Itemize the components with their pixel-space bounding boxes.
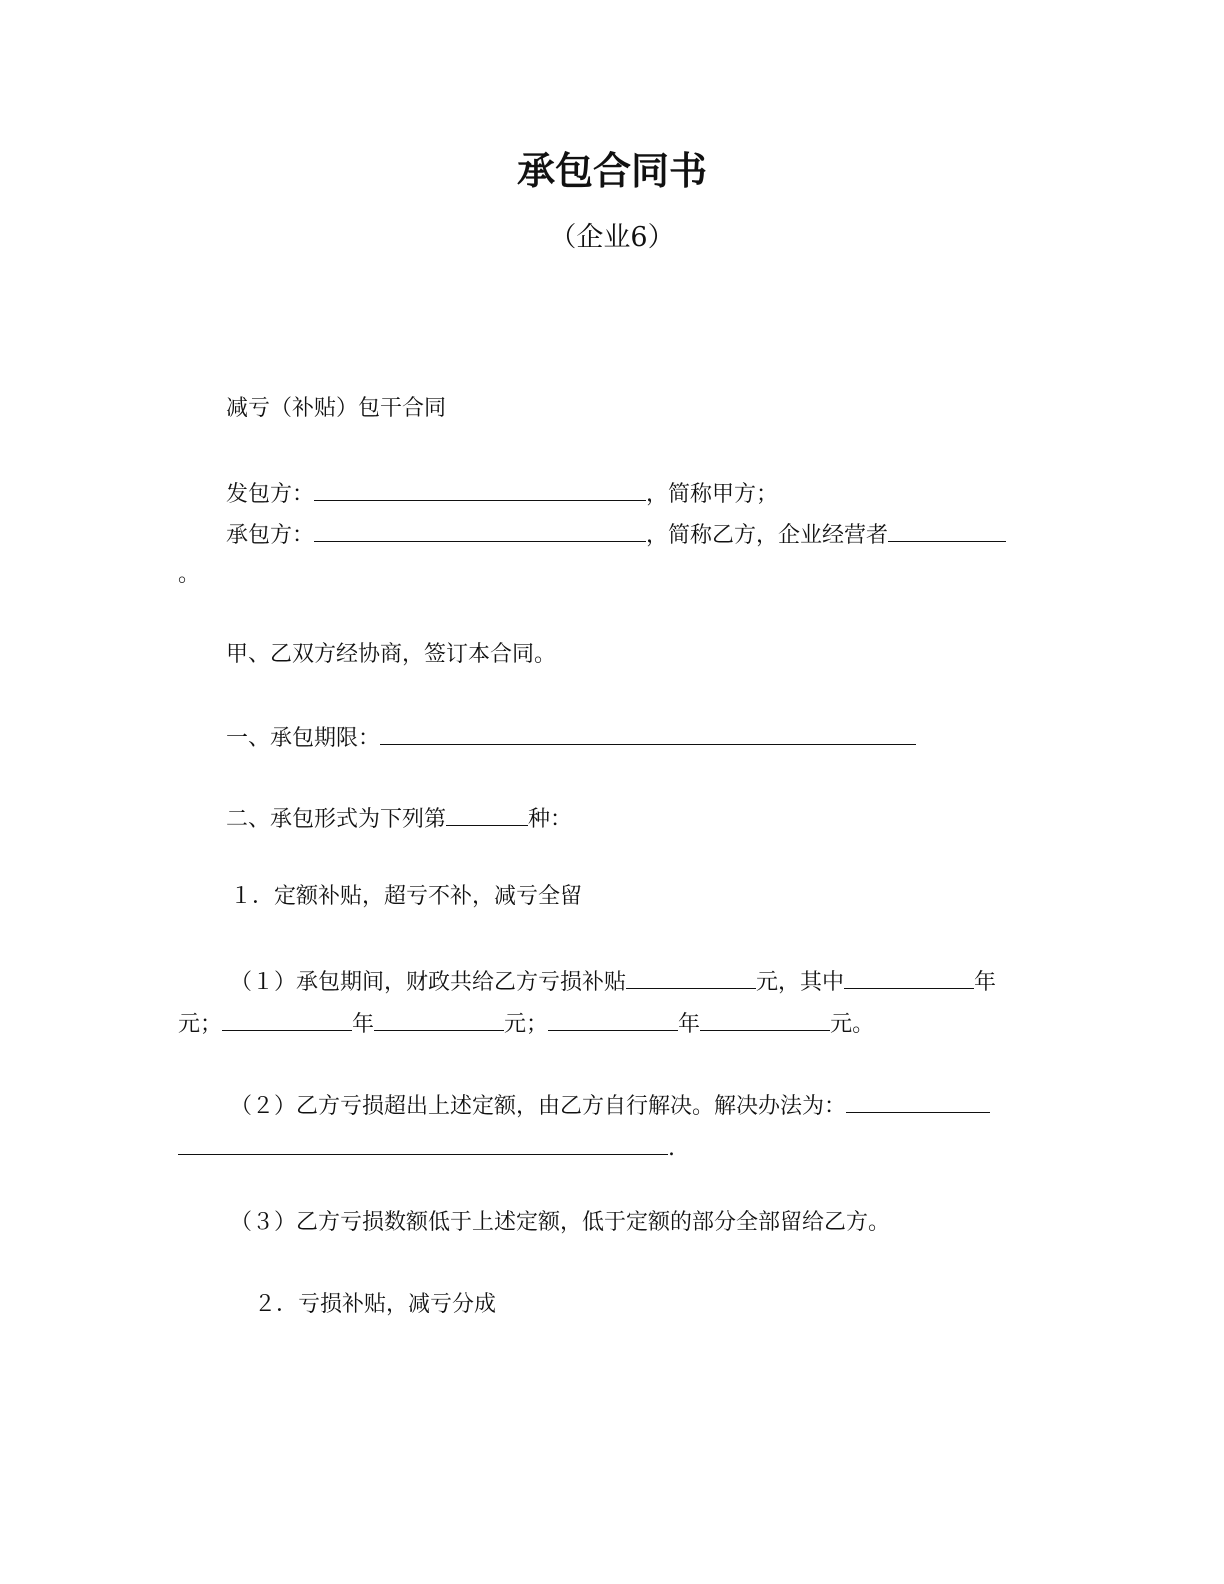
manager-blank[interactable] xyxy=(888,517,1006,542)
agreement-text: 甲、乙双方经协商，签订本合同。 xyxy=(226,642,557,667)
clause3-text: （３）乙方亏损数额低于上述定额，低于定额的部分全部留给乙方。 xyxy=(230,1210,891,1235)
clause1-line2 xyxy=(178,1006,874,1040)
document-title: 承包合同书 xyxy=(516,149,707,193)
item2-title: ２．亏损补贴，减亏分成 xyxy=(254,1292,497,1317)
line2-year: 年 xyxy=(352,1012,375,1037)
clause1-line1 xyxy=(230,964,996,998)
clause2-line2 xyxy=(178,1130,675,1164)
amount3-blank[interactable] xyxy=(700,1006,830,1031)
clause2-text: （２）乙方亏损超出上述定额，由乙方自行解决。解决办法为： xyxy=(230,1094,847,1119)
issuer-label: 发包方： xyxy=(226,482,315,507)
form-prefix: 二、承包形式为下列第 xyxy=(226,807,447,832)
clause1-year: 年 xyxy=(974,970,997,995)
year3-blank[interactable] xyxy=(548,1006,678,1031)
section-heading: 减亏（补贴）包干合同 xyxy=(226,396,447,421)
form-blank[interactable] xyxy=(446,801,528,826)
amount2-blank[interactable] xyxy=(374,1006,504,1031)
term-line xyxy=(226,720,916,754)
item1-title: １．定额补贴，超亏不补，减亏全留 xyxy=(230,884,583,909)
clause2-end: . xyxy=(668,1136,675,1161)
clause1-prefix: （１）承包期间，财政共给乙方亏损补贴 xyxy=(230,970,627,995)
year1-blank[interactable] xyxy=(844,964,974,989)
form-suffix: 种： xyxy=(528,807,573,832)
line2-yuan-start: 元； xyxy=(178,1012,223,1037)
contractor-blank[interactable] xyxy=(314,517,646,542)
clause2-line1 xyxy=(230,1088,990,1122)
issuer-line xyxy=(226,476,778,510)
solution-blank-2[interactable] xyxy=(178,1130,668,1155)
form-line xyxy=(226,801,572,835)
issuer-blank[interactable] xyxy=(314,476,646,501)
line2-yuan-semi: 元； xyxy=(504,1012,549,1037)
contractor-suffix: ，简称乙方，企业经营者 xyxy=(646,523,889,548)
contractor-line xyxy=(226,517,1006,551)
issuer-suffix: ，简称甲方； xyxy=(646,482,779,507)
clause1-yuan: 元，其中 xyxy=(756,970,845,995)
solution-blank-1[interactable] xyxy=(846,1088,990,1113)
subsidy-total-blank[interactable] xyxy=(626,964,756,989)
term-blank[interactable] xyxy=(380,720,916,745)
line2-year-2: 年 xyxy=(678,1012,701,1037)
contractor-continuation: 。 xyxy=(178,562,201,587)
contractor-label: 承包方： xyxy=(226,523,315,548)
line2-end: 元。 xyxy=(830,1012,875,1037)
document-subtitle: （企业6） xyxy=(549,222,675,253)
term-label: 一、承包期限： xyxy=(226,726,381,751)
year2-blank[interactable] xyxy=(222,1006,352,1031)
